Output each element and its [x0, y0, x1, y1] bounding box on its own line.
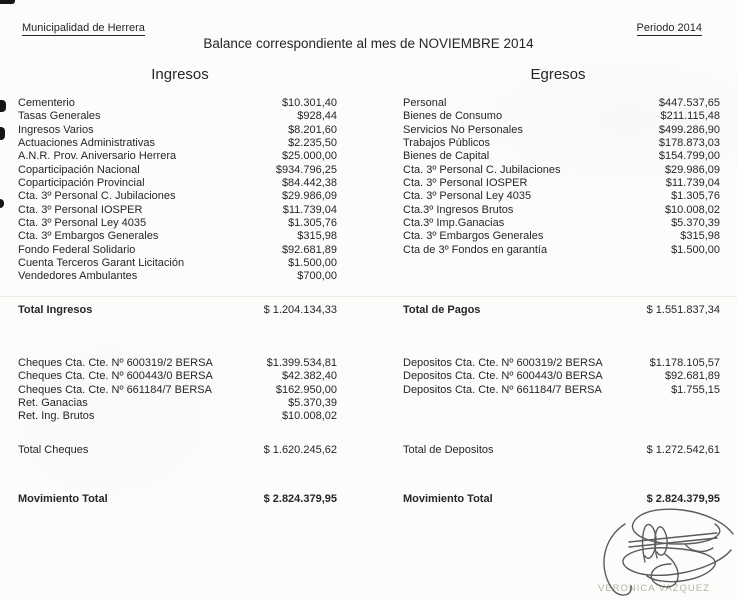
- row-amount: $25.000,00: [281, 150, 337, 163]
- movimiento-total-label: Movimiento Total: [18, 493, 108, 505]
- ledger-row: [403, 204, 720, 217]
- row-label: Coparticipación Provincial: [18, 177, 145, 190]
- row-amount: $2.235,50: [288, 137, 337, 150]
- scan-artifact-edge: [0, 127, 5, 140]
- ledger-row: [18, 177, 337, 190]
- row-label: Cta. 3º Embargos Generales: [18, 230, 159, 243]
- document-title: Balance correspondiente al mes de NOVIEMBRE 2014: [203, 36, 534, 51]
- row-label: Cta. 3º Personal IOSPER: [18, 203, 143, 216]
- movimiento-total-amount: $ 2.824.379,95: [263, 493, 337, 505]
- ledger-row: [18, 244, 337, 257]
- ledger-row: [403, 164, 720, 177]
- signature-scrawl-icon: [545, 500, 737, 600]
- row-amount: $447.537,65: [658, 97, 720, 109]
- ledger-row: [403, 124, 720, 137]
- row-label: Cementerio: [18, 97, 75, 109]
- row-amount: $10.301,40: [281, 97, 337, 109]
- row-amount: $154.799,00: [658, 150, 720, 163]
- ledger-row: [18, 110, 337, 123]
- organization-name: Municipalidad de Herrera: [22, 22, 145, 34]
- total-pagos-label: Total de Pagos: [403, 304, 481, 316]
- row-amount: $11.739,04: [665, 177, 720, 190]
- ledger-row: [403, 177, 720, 190]
- row-amount: $934.796,25: [275, 163, 337, 176]
- handwritten-signature: [545, 500, 737, 600]
- scan-streak-line: [0, 296, 737, 297]
- row-label: Cheques Cta. Cte. Nº 600443/0 BERSA: [18, 370, 213, 383]
- row-label: Cuenta Terceros Garant Licitación: [18, 257, 185, 270]
- row-amount: $92.681,89: [664, 370, 720, 383]
- row-amount: $5.370,39: [288, 397, 337, 410]
- row-label: Coparticipación Nacional: [18, 163, 140, 176]
- row-label: Cta. 3º Personal C. Jubilaciones: [18, 190, 176, 203]
- row-label: Cta. 3º Personal Ley 4035: [18, 217, 147, 230]
- total-depositos-amount: $ 1.272.542,61: [646, 444, 720, 456]
- ledger-row: [403, 244, 720, 257]
- row-label: Depositos Cta. Cte. Nº 661184/7 BERSA: [403, 383, 602, 396]
- ledger-row: [18, 97, 337, 110]
- ledger-row: [18, 217, 337, 230]
- row-label: Tasas Generales: [18, 110, 101, 123]
- ledger-row: [403, 357, 720, 370]
- scan-artifact-corner: [0, 0, 15, 4]
- row-label: Cta.3º Imp.Ganacias: [403, 217, 505, 230]
- row-amount: $1.305,76: [288, 217, 337, 230]
- total-depositos-row: [403, 444, 720, 457]
- row-amount: $10.008,02: [281, 410, 337, 423]
- ledger-row: [18, 190, 337, 203]
- row-amount: $11.739,04: [282, 203, 337, 216]
- ledger-row: [18, 164, 337, 177]
- scan-artifact-edge: [0, 199, 4, 208]
- row-amount: $42.382,40: [281, 370, 337, 383]
- row-label: Cta. 3º Personal IOSPER: [403, 177, 528, 190]
- row-label: Depositos Cta. Cte. Nº 600443/0 BERSA: [403, 370, 603, 383]
- egresos-list: [403, 97, 720, 257]
- row-label: A.N.R. Prov. Aniversario Herrera: [18, 150, 177, 163]
- ledger-row: [403, 217, 720, 230]
- ledger-row: [18, 357, 337, 370]
- total-ingresos-label: Total Ingresos: [18, 304, 93, 316]
- row-label: Cta. 3º Personal C. Jubilaciones: [403, 163, 561, 176]
- ledger-row: [18, 124, 337, 137]
- egresos-heading: Egresos: [530, 66, 586, 83]
- row-amount: $928,44: [297, 110, 337, 123]
- ledger-row: [18, 257, 337, 270]
- row-label: Trabajos Públicos: [403, 137, 491, 150]
- row-amount: $8.201,60: [288, 123, 337, 136]
- row-amount: $1.755,15: [671, 383, 720, 396]
- ledger-row: [403, 97, 720, 110]
- signature-name-text: VERONICA VAZQUEZ: [598, 583, 710, 594]
- row-amount: $5.370,39: [671, 217, 720, 230]
- ledger-row: [18, 370, 337, 383]
- row-label: Cta de 3º Fondos en garantía: [403, 243, 548, 256]
- ledger-row: [18, 270, 337, 283]
- row-amount: $315,98: [680, 230, 720, 243]
- row-amount: $29.986,09: [664, 163, 720, 176]
- row-label: Cheques Cta. Cte. Nº 661184/7 BERSA: [18, 383, 212, 396]
- row-label: Ret. Ing. Brutos: [18, 410, 95, 423]
- row-label: Cta. 3º Personal Ley 4035: [403, 190, 532, 203]
- row-amount: $700,00: [297, 270, 337, 283]
- ledger-row: [18, 397, 337, 410]
- cheques-list: [18, 357, 337, 424]
- row-amount: $211.115,48: [660, 110, 720, 123]
- ledger-row: [18, 384, 337, 397]
- movimiento-total-left-row: [18, 493, 337, 506]
- ledger-row: [403, 110, 720, 123]
- total-ingresos-row: [18, 304, 337, 317]
- total-cheques-amount: $ 1.620.245,62: [263, 444, 337, 456]
- row-label: Bienes de Capital: [403, 150, 490, 163]
- row-amount: $1.399.534,81: [266, 357, 337, 369]
- ledger-row: [403, 190, 720, 203]
- row-label: Cta.3º Ingresos Brutos: [403, 203, 514, 216]
- row-label: Ret. Ganacias: [18, 397, 88, 410]
- row-label: Cta. 3º Embargos Generales: [403, 230, 544, 243]
- row-amount: $315,98: [297, 230, 337, 243]
- period-label: Periodo 2014: [636, 22, 702, 34]
- row-label: Fondo Federal Solidario: [18, 243, 136, 256]
- ledger-row: [403, 150, 720, 163]
- row-amount: $92.681,89: [281, 243, 337, 256]
- scan-artifact-edge: [0, 100, 6, 112]
- ledger-row: [403, 370, 720, 383]
- ledger-row: [403, 384, 720, 397]
- row-amount: $1.305,76: [671, 190, 720, 203]
- row-label: Depositos Cta. Cte. Nº 600319/2 BERSA: [403, 357, 603, 369]
- row-label: Servicios No Personales: [403, 123, 523, 136]
- row-amount: $84.442,38: [281, 177, 337, 190]
- ledger-row: [403, 137, 720, 150]
- row-label: Ingresos Varios: [18, 123, 94, 136]
- row-label: Actuaciones Administrativas: [18, 137, 155, 150]
- total-cheques-label: Total Cheques: [18, 444, 89, 456]
- row-amount: $29.986,09: [281, 190, 337, 203]
- row-amount: $178.873,03: [658, 137, 720, 150]
- depositos-list: [403, 357, 720, 397]
- total-cheques-row: [18, 444, 337, 457]
- row-label: Bienes de Consumo: [403, 110, 503, 123]
- ledger-row: [18, 230, 337, 243]
- row-amount: $10.008,02: [664, 203, 720, 216]
- total-pagos-amount: $ 1.551.837,34: [646, 304, 720, 316]
- row-label: Personal: [403, 97, 447, 109]
- total-ingresos-amount: $ 1.204.134,33: [263, 304, 337, 316]
- ledger-row: [18, 137, 337, 150]
- total-depositos-label: Total de Depositos: [403, 444, 494, 456]
- row-amount: $1.178.105,57: [649, 357, 720, 369]
- ledger-row: [403, 230, 720, 243]
- ingresos-heading: Ingresos: [151, 66, 209, 83]
- row-amount: $1.500,00: [288, 257, 337, 270]
- row-amount: $1.500,00: [671, 243, 720, 256]
- row-amount: $162.950,00: [275, 383, 337, 396]
- row-label: Vendedores Ambulantes: [18, 270, 138, 283]
- ingresos-list: [18, 97, 337, 284]
- row-amount: $499.286,90: [658, 123, 720, 136]
- movimiento-total-label: Movimiento Total: [403, 493, 493, 505]
- ledger-row: [18, 204, 337, 217]
- row-label: Cheques Cta. Cte. Nº 600319/2 BERSA: [18, 357, 213, 369]
- movimiento-total-amount: $ 2.824.379,95: [646, 493, 720, 505]
- ledger-row: [18, 150, 337, 163]
- ledger-row: [18, 410, 337, 423]
- total-pagos-row: [403, 304, 720, 317]
